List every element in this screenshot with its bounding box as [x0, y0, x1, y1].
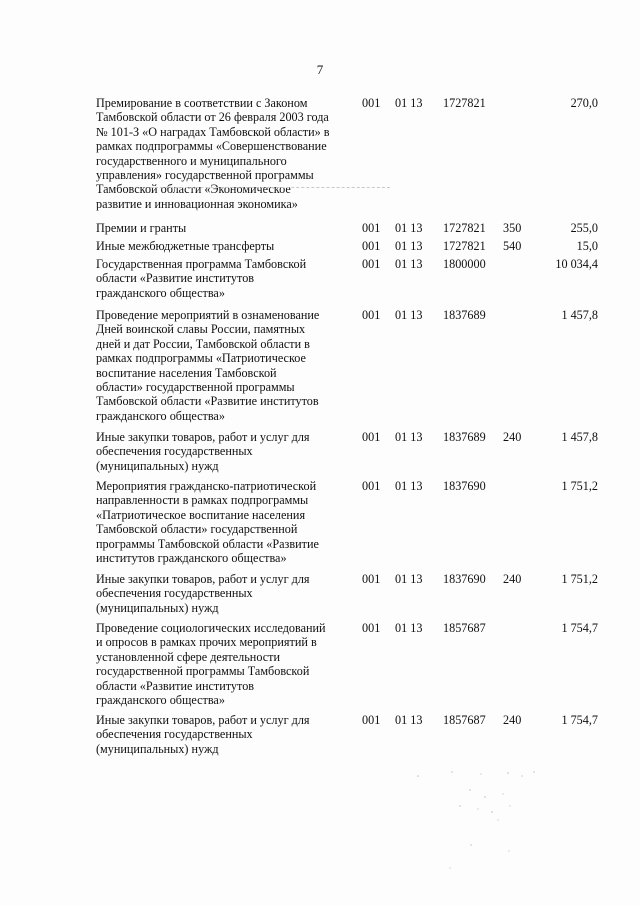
row-section-code: 01 13 [395, 713, 423, 727]
row-description: Иные межбюджетные трансферты [96, 239, 275, 253]
row-department-code: 001 [362, 239, 381, 253]
row-department-code: 001 [362, 221, 381, 235]
row-section-code: 01 13 [395, 430, 423, 444]
row-department-code: 001 [362, 308, 381, 322]
row-target-article: 1727821 [443, 96, 486, 110]
row-section-code: 01 13 [395, 221, 423, 235]
row-amount: 1 457,8 [561, 430, 598, 444]
row-department-code: 001 [362, 572, 381, 586]
row-expense-type: 350 [503, 221, 522, 235]
page-number: 7 [316, 62, 324, 77]
row-description: Государственная программа Тамбовской области «Развитие институтов гражданского общества» [96, 257, 307, 300]
row-description: Проведение мероприятий в ознаменование Дней воинской славы России, памятных дней и дат России, Тамбовской области в рамках подпрограммы «Патриотическое воспитание населения Тамбовской области» государственной программы Тамбовской области «Развитие институтов гражданского общества» [96, 308, 320, 423]
row-expense-type: 540 [503, 239, 522, 253]
row-department-code: 001 [362, 257, 381, 271]
row-section-code: 01 13 [395, 572, 423, 586]
row-section-code: 01 13 [395, 479, 423, 493]
row-department-code: 001 [362, 713, 381, 727]
row-amount: 1 457,8 [561, 308, 598, 322]
row-target-article: 1800000 [443, 257, 486, 271]
row-amount: 10 034,4 [555, 257, 598, 271]
row-section-code: 01 13 [395, 257, 423, 271]
row-target-article: 1837689 [443, 308, 486, 322]
row-target-article: 1857687 [443, 621, 486, 635]
row-target-article: 1727821 [443, 221, 486, 235]
row-department-code: 001 [362, 621, 381, 635]
row-section-code: 01 13 [395, 621, 423, 635]
row-description: Иные закупки товаров, работ и услуг для обеспечения государственных (муниципальных) нужд [96, 713, 310, 756]
row-department-code: 001 [362, 430, 381, 444]
row-amount: 255,0 [570, 221, 598, 235]
row-target-article: 1727821 [443, 239, 486, 253]
row-target-article: 1857687 [443, 713, 486, 727]
row-department-code: 001 [362, 479, 381, 493]
row-target-article: 1837690 [443, 479, 486, 493]
row-expense-type: 240 [503, 430, 522, 444]
row-section-code: 01 13 [395, 239, 423, 253]
row-description: Премии и гранты [96, 221, 187, 235]
row-expense-type: 240 [503, 572, 522, 586]
row-target-article: 1837690 [443, 572, 486, 586]
row-amount: 1 751,2 [561, 479, 598, 493]
row-description: Премирование в соответствии с Законом Тамбовской области от 26 февраля 2003 года № 101-З «О наградах Тамбовской области» в рамках подпрограммы «Совершенствование государственного и муниципального управления» государственной программы Тамбовской области «Экономическое развитие и инновационная экономика» [96, 96, 330, 211]
row-department-code: 001 [362, 96, 381, 110]
row-description: Мероприятия гражданско-патриотической направленности в рамках подпрограммы «Патриотическое воспитание населения Тамбовской области» государственной программы Тамбовской области «Развитие институтов гражданского общества» [96, 479, 319, 566]
row-description: Иные закупки товаров, работ и услуг для обеспечения государственных (муниципальных) нужд [96, 430, 310, 473]
row-description: Проведение социологических исследований и опросов в рамках прочих мероприятий в установленной сфере деятельности государственной программы Тамбовской области «Развитие институтов гражданского общества» [96, 621, 326, 708]
row-amount: 270,0 [570, 96, 598, 110]
row-amount: 1 754,7 [561, 621, 598, 635]
row-section-code: 01 13 [395, 308, 423, 322]
row-target-article: 1837689 [443, 430, 486, 444]
row-amount: 15,0 [576, 239, 598, 253]
row-section-code: 01 13 [395, 96, 423, 110]
row-expense-type: 240 [503, 713, 522, 727]
row-amount: 1 751,2 [561, 572, 598, 586]
row-amount: 1 754,7 [561, 713, 598, 727]
row-description: Иные закупки товаров, работ и услуг для обеспечения государственных (муниципальных) нужд [96, 572, 310, 615]
